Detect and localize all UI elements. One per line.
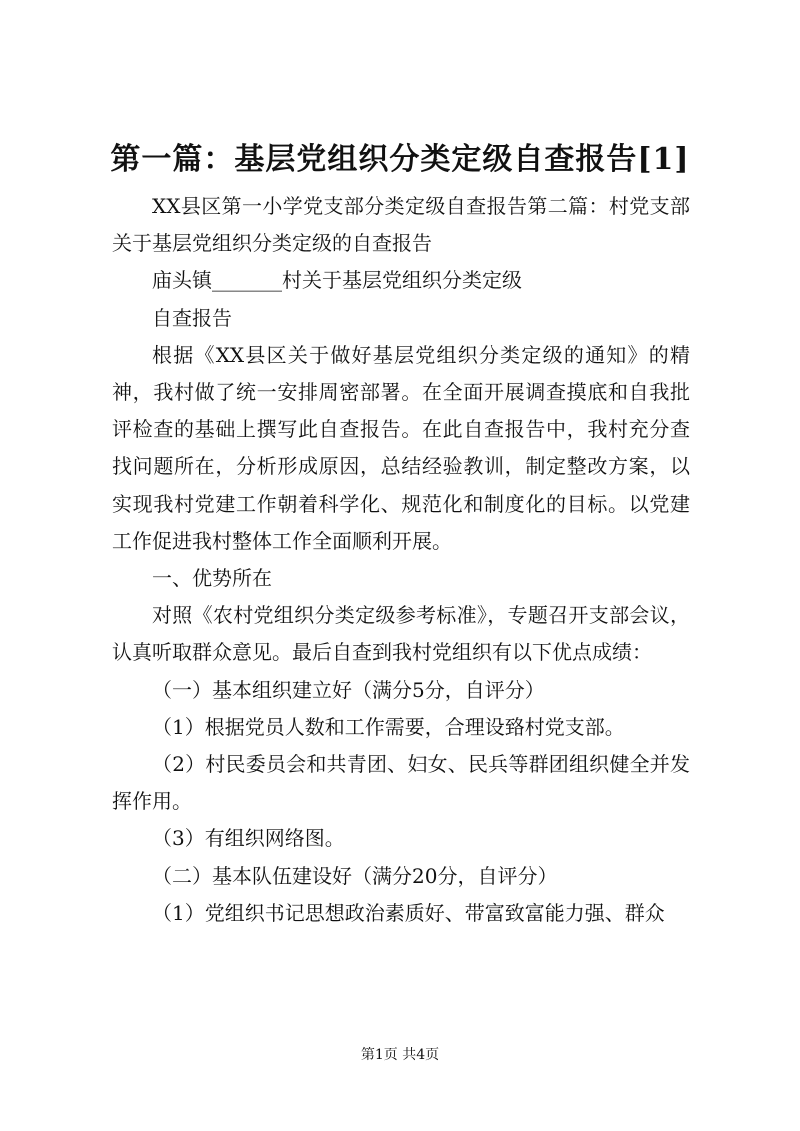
paragraph: 庙头镇_______村关于基层党组织分类定级 (152, 268, 522, 293)
subsection-heading: （一）基本组织建立好（满分5分，自评分） (152, 677, 545, 702)
list-item: （3）有组织网络图。 (152, 826, 345, 851)
paragraph: XX县区第一小学党支部分类定级自查报告第二篇：村党支部关于基层党组织分类定级的自查报告 (112, 194, 690, 256)
paragraph: 对照《农村党组织分类定级参考标准》，专题召开支部会议，认真听取群众意见。最后自查到我村党组织有以下优点成绩： (112, 603, 690, 665)
subsection-heading: （二）基本队伍建设好（满分20分，自评分） (152, 863, 558, 888)
paragraph: 自查报告 (152, 305, 232, 330)
list-item: （1）根据党员人数和工作需要，合理设臵村党支部。 (152, 714, 625, 739)
list-item: （2）村民委员会和共青团、妇女、民兵等群团组织健全并发挥作用。 (112, 752, 690, 814)
page-footer: 第1页 共4页 (360, 1047, 440, 1063)
paragraph: 根据《XX县区关于做好基层党组织分类定级的通知》的精神，我村做了统一安排周密部署。在全面开展调查摸底和自我批评检查的基础上撰写此自查报告。在此自查报告中，我村充分查找问题所在，分析形成原因，总结经验教训，制定整改方案，以实现我村党建工作朝着科学化、规范化和制度化的目标。以党建工作促进我村整体工作全面顺利开展。 (112, 342, 690, 553)
list-item: （1）党组织书记思想政治素质好、带富致富能力强、群众 (152, 900, 665, 925)
document-title: 第一篇：基层党组织分类定级自查报告[1] (110, 142, 690, 177)
section-heading: 一、优势所在 (152, 566, 272, 591)
document-body (112, 188, 690, 932)
